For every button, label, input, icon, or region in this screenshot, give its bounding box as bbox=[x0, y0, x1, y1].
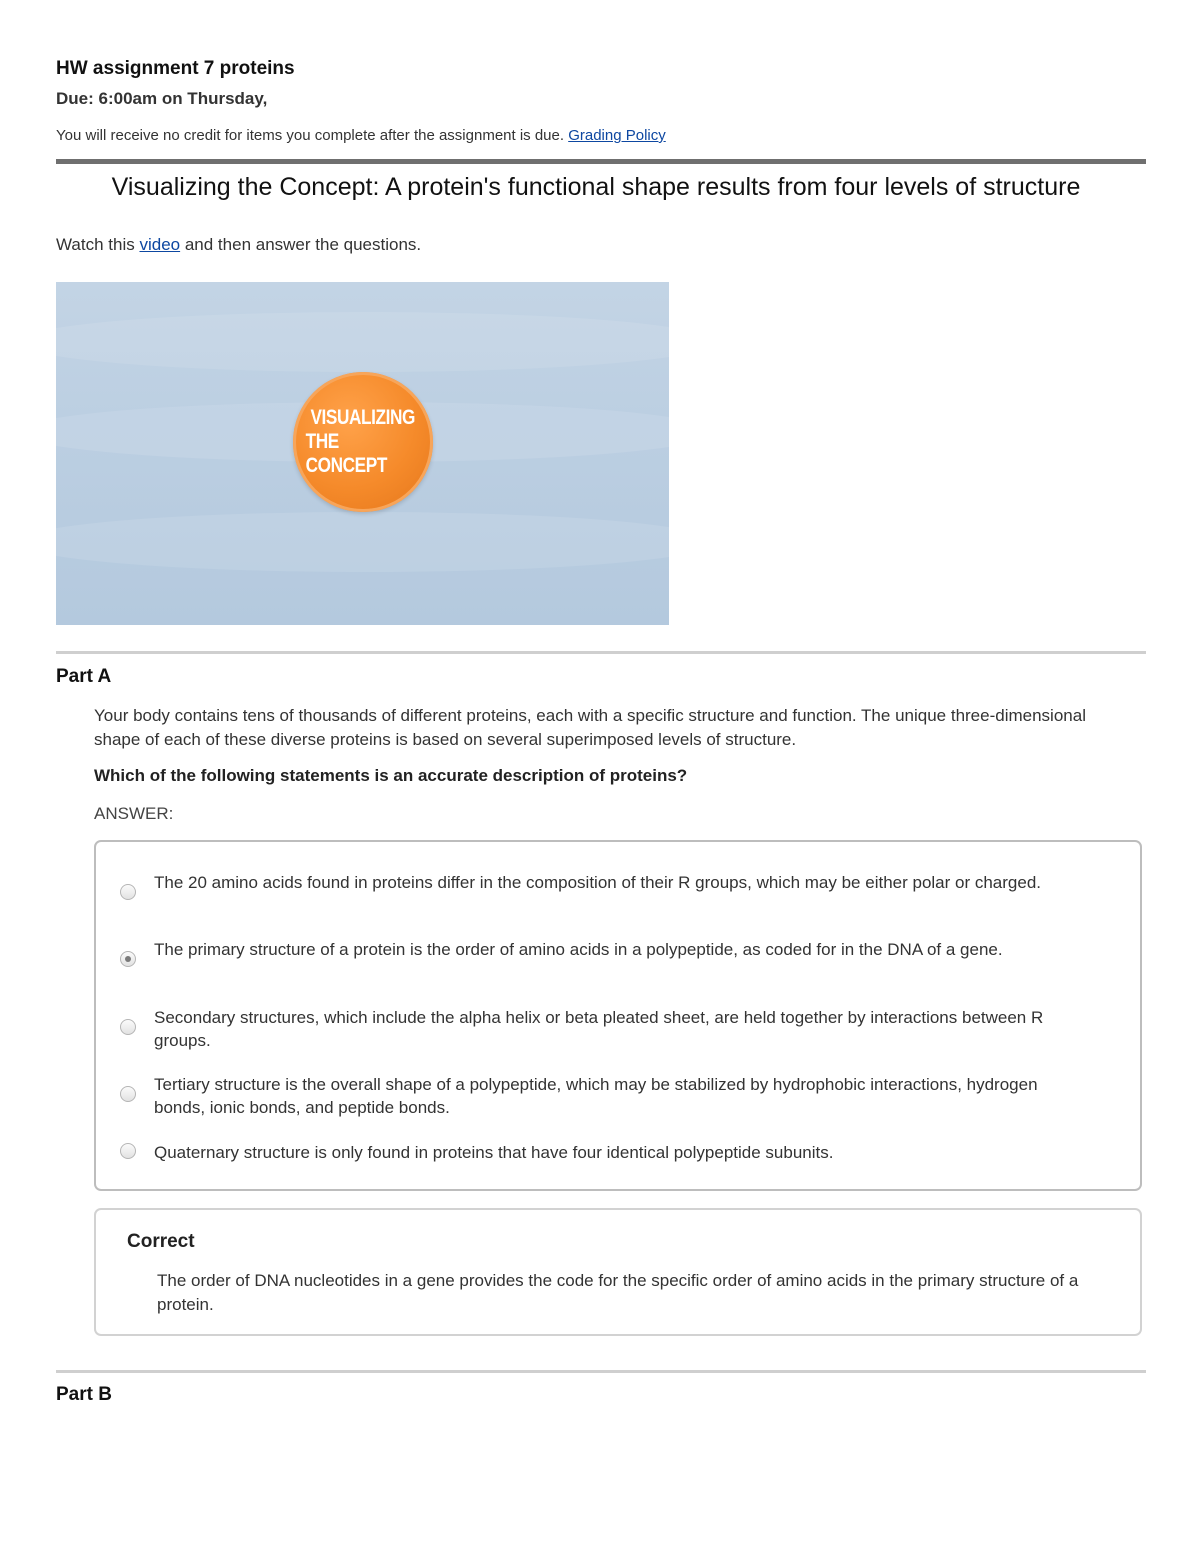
part-a-question: Which of the following statements is an accurate description of proteins? bbox=[94, 766, 688, 785]
option-text: The 20 amino acids found in proteins differ in the composition of their R groups, which may be either polar or charged. bbox=[154, 873, 1042, 892]
answer-label: ANSWER: bbox=[94, 804, 174, 823]
feedback-box bbox=[94, 1208, 1142, 1336]
assignment-title: HW assignment 7 proteins bbox=[56, 58, 295, 79]
part-a-intro: Your body contains tens of thousands of different proteins, each with a specific structure and function. The unique three-dimensional shape of each of these diverse proteins is based on several superimposed levels of structure. bbox=[94, 706, 1086, 749]
section-divider bbox=[56, 1370, 1146, 1373]
radio-button[interactable] bbox=[120, 1086, 136, 1102]
video-link[interactable]: video bbox=[139, 235, 181, 254]
option-text: Secondary structures, which include the alpha helix or beta pleated sheet, are held together by interactions between R groups. bbox=[154, 1008, 1044, 1050]
visualizing-the-concept-logo bbox=[293, 372, 433, 512]
section-divider bbox=[56, 651, 1146, 654]
due-date: Due: 6:00am on Thursday, bbox=[56, 89, 268, 108]
video-wave-decoration bbox=[56, 512, 669, 572]
feedback-text: The order of DNA nucleotides in a gene provides the code for the specific order of amino acids in the primary structure of a protein. bbox=[157, 1271, 1079, 1314]
header-divider bbox=[56, 159, 1146, 164]
part-b-label: Part B bbox=[56, 1384, 112, 1405]
concept-title: Visualizing the Concept: A protein's functional shape results from four levels of structure bbox=[111, 173, 1081, 201]
feedback-title: Correct bbox=[127, 1231, 195, 1252]
radio-button[interactable] bbox=[120, 884, 136, 900]
part-a-label: Part A bbox=[56, 666, 112, 687]
grading-policy-link[interactable]: Grading Policy bbox=[568, 127, 666, 144]
video-wave-decoration bbox=[56, 312, 669, 372]
option-text: Tertiary structure is the overall shape of a polypeptide, which may be stabilized by hydrophobic interactions, hydrogen bonds, ionic bonds, and peptide bonds. bbox=[154, 1075, 1038, 1117]
video-thumbnail[interactable] bbox=[56, 282, 669, 625]
watch-text-before: Watch this bbox=[56, 235, 135, 254]
logo-line-1: VISUALIZING bbox=[310, 406, 416, 429]
late-notice bbox=[56, 127, 666, 144]
answer-options-box bbox=[94, 840, 1142, 1191]
radio-button-selected[interactable] bbox=[120, 951, 136, 967]
option-text: Quaternary structure is only found in proteins that have four identical polypeptide subunits. bbox=[154, 1143, 834, 1162]
radio-button[interactable] bbox=[120, 1143, 136, 1159]
logo-line-2: THE CONCEPT bbox=[305, 430, 387, 477]
late-notice-text: You will receive no credit for items you complete after the assignment is due. bbox=[56, 127, 565, 144]
radio-button[interactable] bbox=[120, 1019, 136, 1035]
watch-instructions bbox=[56, 235, 421, 255]
watch-text-after: and then answer the questions. bbox=[184, 235, 422, 254]
option-text: The primary structure of a protein is the order of amino acids in a polypeptide, as coded for in the DNA of a gene. bbox=[154, 940, 1003, 959]
